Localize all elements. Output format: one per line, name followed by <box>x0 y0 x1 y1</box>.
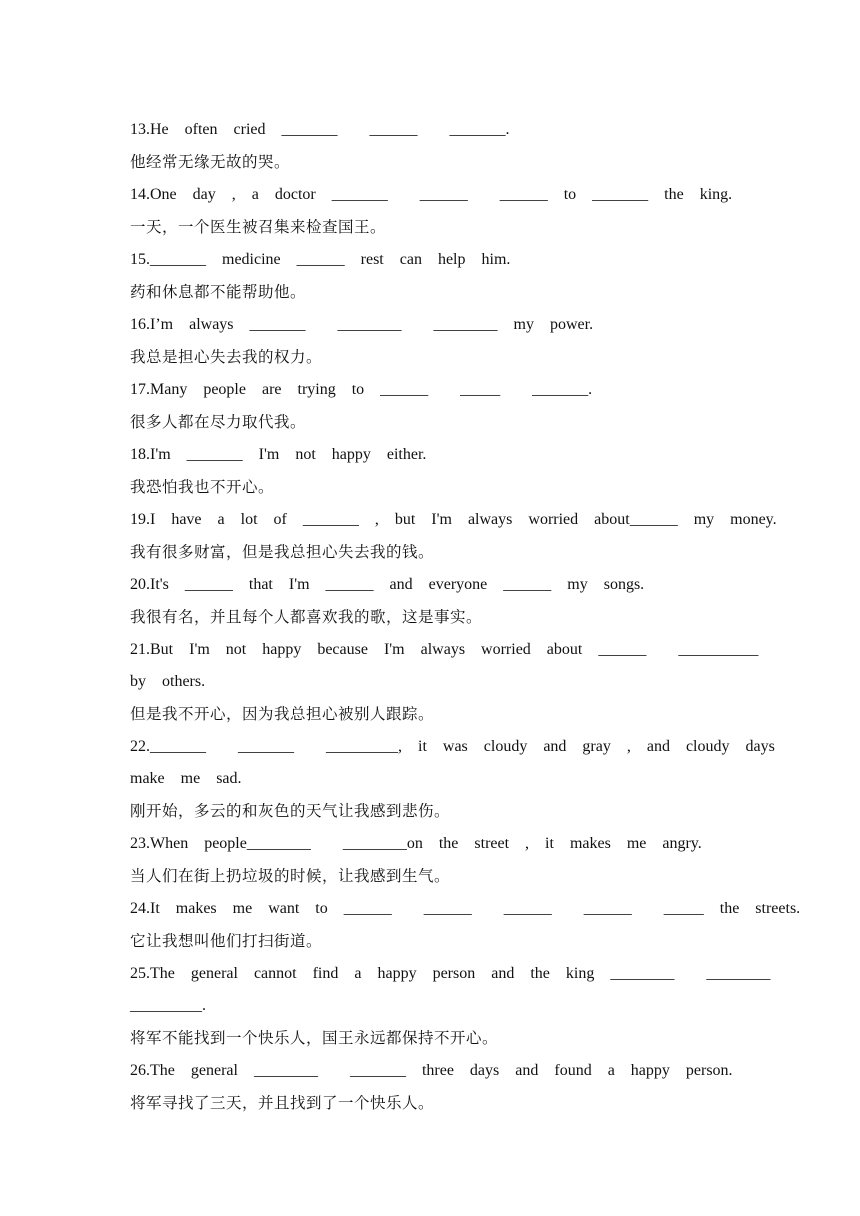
question-21-en-cont: by others. <box>130 673 206 690</box>
question-16-en: 16.I’m always _______ ________ ________ my power. <box>130 316 594 333</box>
question-26-zh: 将军寻找了三天，并且找到了一个快乐人。 <box>130 1094 435 1112</box>
question-17-en: 17.Many people are trying to ______ _____ _______. <box>130 381 593 398</box>
question-23-zh: 当人们在街上扔垃圾的时候，让我感到生气。 <box>130 867 451 885</box>
question-23-en: 23.When people________ ________on the street , it makes me angry. <box>130 835 702 852</box>
question-17-zh: 很多人都在尽力取代我。 <box>130 413 307 431</box>
question-21-zh: 但是我不开心，因为我总担心被别人跟踪。 <box>130 705 435 723</box>
question-26-en: 26.The general ________ _______ three days and found a happy person. <box>130 1062 733 1079</box>
question-25-zh: 将军不能找到一个快乐人，国王永远都保持不开心。 <box>130 1029 499 1047</box>
question-16-zh: 我总是担心失去我的权力。 <box>130 348 323 366</box>
question-25-en-cont: _________. <box>130 997 206 1014</box>
question-19-zh: 我有很多财富，但是我总担心失去我的钱。 <box>130 543 435 561</box>
question-18-zh: 我恐怕我也不开心。 <box>130 478 275 496</box>
question-15-en: 15._______ medicine ______ rest can help him. <box>130 251 511 268</box>
question-22-zh: 刚开始，多云的和灰色的天气让我感到悲伤。 <box>130 802 451 820</box>
question-24-zh: 它让我想叫他们打扫街道。 <box>130 932 323 950</box>
question-13-zh: 他经常无缘无故的哭。 <box>130 153 291 171</box>
question-19-en: 19.I have a lot of _______ , but I'm always worried about______ my money. <box>130 511 777 528</box>
question-21-en: 21.But I'm not happy because I'm always worried about ______ __________ <box>130 641 759 658</box>
question-15-zh: 药和休息都不能帮助他。 <box>130 283 307 301</box>
question-25-en: 25.The general cannot find a happy person and the king ________ ________ <box>130 965 771 982</box>
question-20-zh: 我很有名，并且每个人都喜欢我的歌，这是事实。 <box>130 608 483 626</box>
question-20-en: 20.It's ______ that I'm ______ and everyone ______ my songs. <box>130 576 645 593</box>
question-13-en: 13.He often cried _______ ______ _______. <box>130 121 510 138</box>
question-24-en: 24.It makes me want to ______ ______ ______ ______ _____ the streets. <box>130 900 801 917</box>
question-14-en: 14.One day , a doctor _______ ______ ______ to _______ the king. <box>130 186 733 203</box>
question-18-en: 18.I'm _______ I'm not happy either. <box>130 446 427 463</box>
question-22-en-cont: make me sad. <box>130 770 242 787</box>
question-14-zh: 一天，一个医生被召集来检查国王。 <box>130 218 387 236</box>
question-22-en: 22._______ _______ _________, it was cloudy and gray , and cloudy days <box>130 738 775 755</box>
